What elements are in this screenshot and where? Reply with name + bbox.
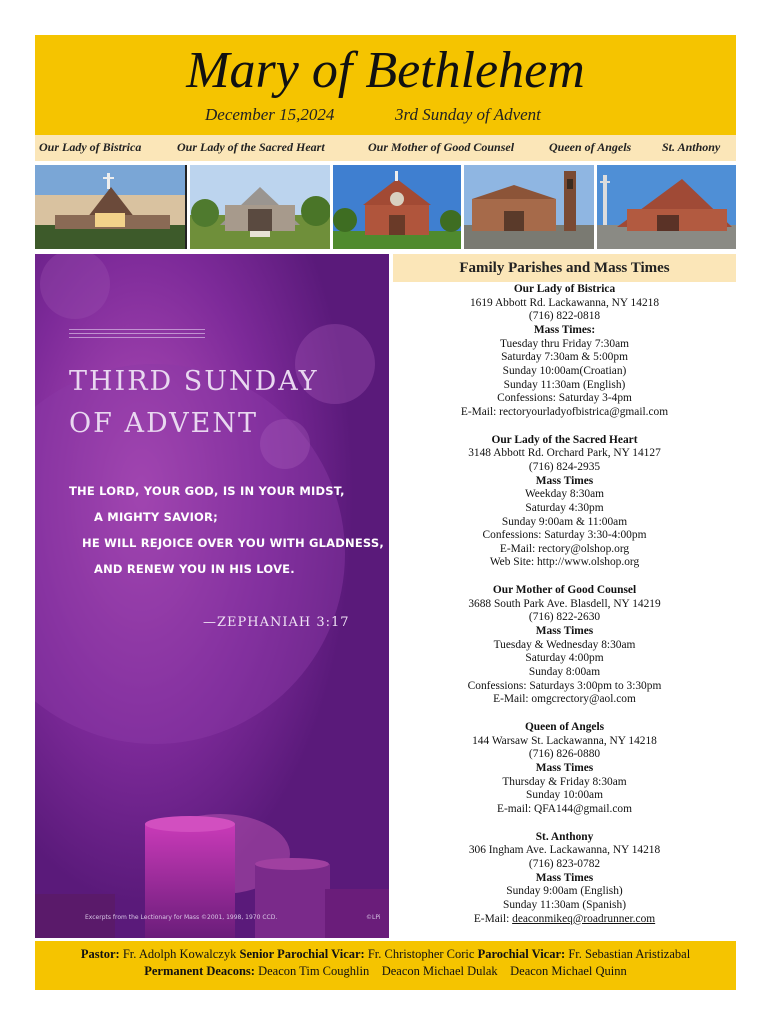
mass-times-heading: Family Parishes and Mass Times <box>393 254 736 282</box>
advent-scripture-reference: —ZEPHANIAH 3:17 <box>203 615 350 630</box>
parish-address: 3688 South Park Ave. Blasdell, NY 14219 <box>468 597 661 610</box>
advent-verse-line: AND RENEW YOU IN HIS LOVE. <box>94 562 295 576</box>
parish-block-sacred-heart <box>393 434 736 571</box>
mass-time: Tuesday & Wednesday 8:30am <box>493 638 636 651</box>
church-photos-strip <box>35 161 736 253</box>
mass-times-label: Mass Times <box>535 474 594 487</box>
mass-time: Thursday & Friday 8:30am <box>502 775 627 788</box>
parish-phone: (716) 826-0880 <box>528 748 601 761</box>
mass-time: Saturday 4:00pm <box>525 652 604 665</box>
parish-address: 1619 Abbott Rd. Lackawanna, NY 14218 <box>469 296 660 309</box>
parish-phone: (716) 823-0782 <box>528 857 601 870</box>
parish-email: E-Mail: omgcrectory@aol.com <box>493 693 636 706</box>
parish-phone: (716) 824-2935 <box>528 460 601 473</box>
parish-name: Queen of Angels <box>549 140 632 154</box>
advent-verse-line: THE LORD, YOUR GOD, IS IN YOUR MIDST, <box>69 484 345 498</box>
parish-address: 144 Warsaw St. Lackawanna, NY 14218 <box>472 734 657 747</box>
parish-name: Our Lady of the Sacred Heart <box>491 433 638 446</box>
church-photo-good-counsel <box>333 165 461 249</box>
vicar-label: Parochial Vicar: <box>477 947 566 961</box>
confession-times: Confessions: Saturday 3:30-4:00pm <box>482 529 647 542</box>
parish-name: Our Lady of Bistrica <box>513 283 616 295</box>
advent-image-publisher: ©LPi <box>366 914 381 921</box>
mass-time: Sunday 9:00am & 11:00am <box>501 515 628 528</box>
parish-block-bistrica <box>393 283 736 420</box>
confession-times: Confessions: Saturday 3-4pm <box>497 392 632 405</box>
bulletin-date: December 15,2024 <box>205 105 335 124</box>
church-photo-st-anthony <box>597 165 736 249</box>
mass-time: Sunday 11:30am (Spanish) <box>503 898 626 911</box>
deacons-label: Permanent Deacons: <box>144 964 255 978</box>
mass-time: Saturday 7:30am & 5:00pm <box>501 351 628 364</box>
mass-time: Sunday 10:00am(Croatian) <box>502 364 627 377</box>
clergy-row-1 <box>35 947 736 962</box>
church-photo-bistrica <box>35 165 187 249</box>
advent-title-line2: OF ADVENT <box>69 408 258 439</box>
parish-name: Our Mother of Good Counsel <box>492 584 637 597</box>
parish-block-queen-of-angels <box>393 721 736 817</box>
bulletin-page <box>35 35 736 990</box>
masthead <box>35 35 736 135</box>
mass-time: Tuesday thru Friday 7:30am <box>500 337 629 350</box>
mass-times-label: Mass Times <box>535 762 594 774</box>
senior-vicar-label: Senior Parochial Vicar: <box>239 947 365 961</box>
deacon-names: Deacon Tim Coughlin Deacon Michael Dulak Deacon Michael Quinn <box>258 964 627 978</box>
parish-block-good-counsel <box>393 584 736 707</box>
parish-name: St. Anthony <box>535 830 594 843</box>
mass-time: Sunday 8:00am <box>528 666 601 679</box>
pastor-name: Fr. Adolph Kowalczyk <box>122 947 237 961</box>
parish-name: St. Anthony <box>662 140 721 154</box>
mass-times-label: Mass Times <box>535 871 594 884</box>
parish-email: E-mail: QFA144@gmail.com <box>497 802 632 815</box>
mass-time: Sunday 9:00am (English) <box>506 885 623 898</box>
parish-email: E-Mail: rectory@olshop.org <box>499 542 630 555</box>
mass-time: Weekday 8:30am <box>524 488 605 501</box>
advent-image-credit: Excerpts from the Lectionary for Mass ©2001, 1998, 1970 CCD. <box>85 914 278 921</box>
parish-website: Web Site: http://www.olshop.org <box>489 556 640 569</box>
advent-title-line1: THIRD SUNDAY <box>69 366 319 397</box>
email-label: E-Mail: <box>473 912 513 925</box>
parish-name: Our Lady of Bistrica <box>39 140 142 154</box>
vicar-name: Fr. Sebastian Aristizabal <box>568 947 691 961</box>
mass-times-list <box>393 283 736 940</box>
third-sunday-advent-image <box>35 254 389 938</box>
email-link[interactable]: deaconmikeq@roadrunner.com <box>512 912 656 925</box>
parish-phone: (716) 822-2630 <box>528 611 601 624</box>
liturgical-occasion: 3rd Sunday of Advent <box>395 105 541 124</box>
senior-vicar-name: Fr. Christopher Coric <box>367 947 475 961</box>
parish-email <box>393 913 736 927</box>
clergy-row-2 <box>35 964 736 979</box>
church-photo-sacred-heart <box>190 165 330 249</box>
parish-name: Our Lady of the Sacred Heart <box>177 140 325 154</box>
parish-names-bar <box>35 135 736 161</box>
parish-name: Our Mother of Good Counsel <box>368 140 515 154</box>
parish-email: E-Mail: rectoryourladyofbistrica@gmail.com <box>460 405 669 418</box>
confession-times: Confessions: Saturdays 3:00pm to 3:30pm <box>467 679 662 692</box>
mass-time: Sunday 11:30am (English) <box>503 378 626 391</box>
parish-name: Queen of Angels <box>524 721 605 734</box>
mass-time: Sunday 10:00am <box>526 789 603 802</box>
church-photo-queen-of-angels <box>464 165 594 249</box>
advent-verse-line: HE WILL REJOICE OVER YOU WITH GLADNESS, <box>82 536 384 550</box>
mass-times-label: Mass Times <box>535 625 594 638</box>
clergy-footer <box>35 941 736 990</box>
bulletin-title: Mary of Bethlehem <box>186 42 585 99</box>
parish-phone: (716) 822-0818 <box>528 310 601 323</box>
advent-background-graphic <box>35 254 389 938</box>
advent-verse-line: A MIGHTY SAVIOR; <box>94 510 218 524</box>
mass-times-label: Mass Times: <box>533 323 596 336</box>
parish-block-st-anthony <box>393 831 736 927</box>
pastor-label: Pastor: <box>80 947 120 961</box>
parish-address: 3148 Abbott Rd. Orchard Park, NY 14127 <box>468 447 661 460</box>
parish-address: 306 Ingham Ave. Lackawanna, NY 14218 <box>468 844 661 857</box>
mass-time: Saturday 4:30pm <box>525 501 604 514</box>
